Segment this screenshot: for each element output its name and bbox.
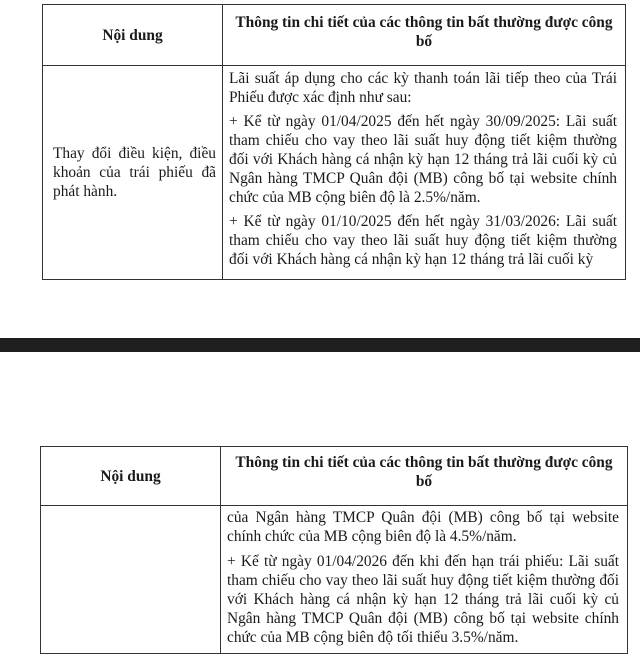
header-details-label: Thông tin chi tiết của các thông tin bất thường được công bố [223, 5, 626, 66]
details-paragraph: của Ngân hàng TMCP Quân đội (MB) công bố tại website chính chức của MB cộng biên độ là 4.5%/năm. [227, 509, 619, 545]
header-content-label: Nội dung [41, 447, 221, 506]
disclosure-table-1 [42, 4, 626, 280]
row-content-cell: Thay đổi điều kiện, điều khoản của trái phiếu đã phát hành. [43, 66, 223, 280]
header-details-label: Thông tin chi tiết của các thông tin bất thường được công bố [221, 447, 628, 506]
details-paragraph: + Kể từ ngày 01/04/2026 đến khi đến hạn trái phiếu: Lãi suất tham chiếu cho vay theo lãi suất huy động tiết kiệm thường đối với Khách hàng cá nhận kỳ hạn 12 tháng trả lãi cuối kỳ củ Ngân hàng TMCP Quân đội (MB) công bố tại website chính chức của MB cộng biên độ tối thiểu 3.5%/năm. [227, 553, 619, 646]
details-paragraph: + Kể từ ngày 01/04/2025 đến hết ngày 30/09/2025: Lãi suất tham chiếu cho vay theo lãi suất huy động tiết kiệm thường đối với Khách hàng cá nhận kỳ hạn 12 tháng trả lãi cuối kỳ củ Ngân hàng TMCP Quân đội (MB) công bố tại website chính chức của MB cộng biên độ là 2.5%/năm. [229, 113, 617, 206]
disclosure-table-2 [40, 446, 628, 654]
row-details-cell [221, 506, 628, 654]
page-divider [0, 338, 640, 352]
table-row [41, 506, 628, 654]
details-paragraph: Lãi suất áp dụng cho các kỳ thanh toán lãi tiếp theo của Trái Phiếu được xác định như sau: [229, 70, 617, 106]
table-header-row [43, 5, 626, 66]
row-details-cell [223, 66, 626, 280]
table-header-row [41, 447, 628, 506]
table-row [43, 66, 626, 280]
details-paragraph: + Kể từ ngày 01/10/2025 đến hết ngày 31/03/2026: Lãi suất tham chiếu cho vay theo lãi suất huy động tiết kiệm thường đối với Khách hàng cá nhận kỳ hạn 12 tháng trả lãi cuối kỳ [229, 213, 617, 268]
header-content-label: Nội dung [43, 5, 223, 66]
document-page-2 [0, 352, 640, 653]
row-content-cell [41, 506, 221, 654]
